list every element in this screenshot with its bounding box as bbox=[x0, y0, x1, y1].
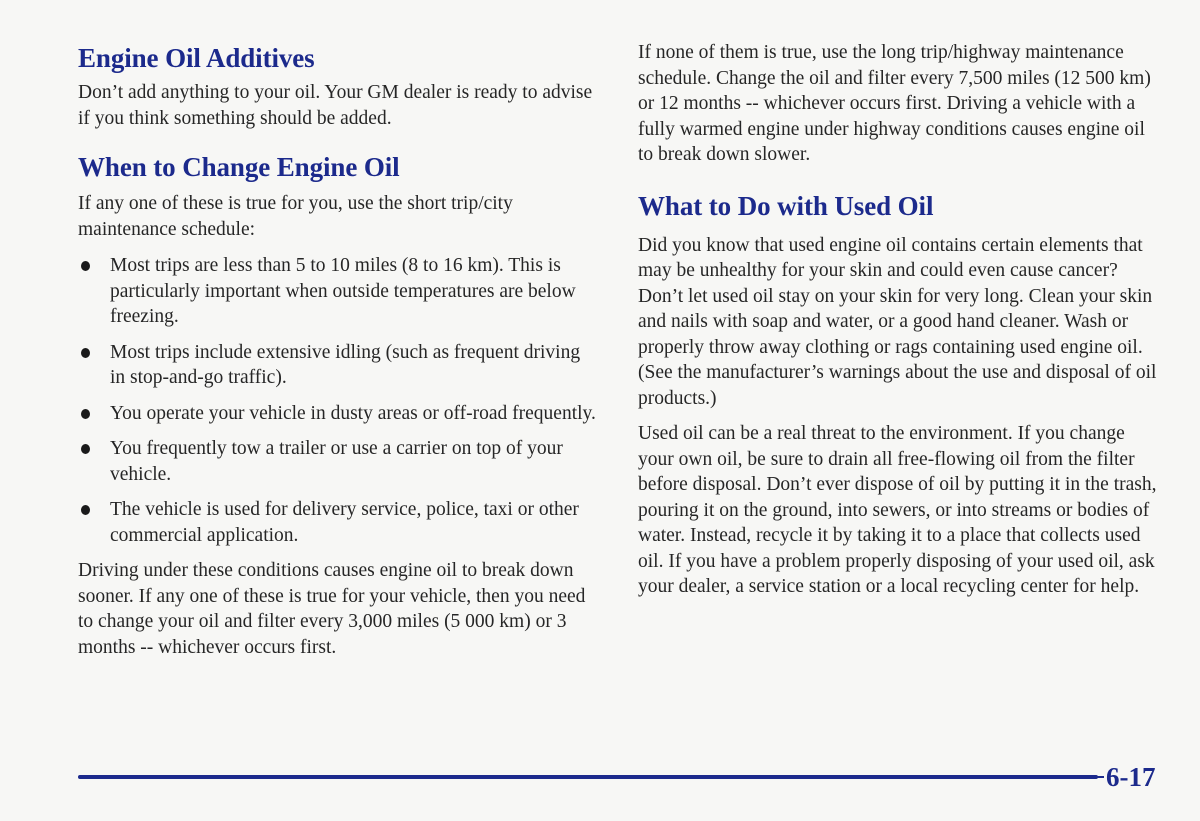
list-item-text: You frequently tow a trailer or use a carrier on top of your vehicle. bbox=[110, 438, 563, 485]
short-trip-conclusion-text: Driving under these conditions causes engine oil to break down sooner. If any one of these is true for your vehicle, then you need to change your oil and filter every 3,000 miles (5 000 km) or 3 months -- whichever occurs first. bbox=[78, 560, 586, 658]
footer-divider bbox=[78, 775, 1098, 779]
bullet-icon bbox=[81, 261, 90, 271]
page-number: 6-17 bbox=[1106, 762, 1156, 792]
bullet-icon bbox=[81, 409, 90, 419]
list-item bbox=[78, 340, 598, 391]
section-heading-when-to-change-oil: When to Change Engine Oil bbox=[78, 152, 400, 182]
when-to-change-intro: If any one of these is true for you, use the short trip/city maintenance schedule: bbox=[78, 193, 513, 240]
bullet-icon bbox=[81, 505, 90, 515]
list-item bbox=[78, 401, 598, 427]
list-item-text: The vehicle is used for delivery service, police, taxi or other commercial application. bbox=[110, 499, 579, 546]
engine-oil-additives-text: Don’t add anything to your oil. Your GM dealer is ready to advise if you think something should be added. bbox=[78, 82, 593, 129]
list-item-text: Most trips are less than 5 to 10 miles (8 to 16 km). This is particularly important when outside temperatures are below freezing. bbox=[110, 255, 576, 327]
bullet-icon bbox=[81, 348, 90, 358]
list-item bbox=[78, 497, 598, 548]
right-column bbox=[638, 40, 1163, 600]
long-trip-highway-text: If none of them is true, use the long trip/highway maintenance schedule. Change the oil and filter every 7,500 miles (12 500 km) or 12 months -- whichever occurs first. Driving a vehicle with a fully warmed engine under highway conditions causes engine oil to break down slower. bbox=[638, 42, 1151, 165]
left-column bbox=[78, 40, 598, 660]
list-item bbox=[78, 436, 598, 487]
list-item-text: You operate your vehicle in dusty areas or off-road frequently. bbox=[110, 402, 596, 424]
bullet-icon bbox=[81, 444, 90, 454]
section-heading-engine-oil-additives: Engine Oil Additives bbox=[78, 43, 315, 73]
used-oil-environment-text: Used oil can be a real threat to the environment. If you change your own oil, be sure to drain all free-flowing oil from the filter before disposal. Don’t ever dispose of oil by putting it in the trash, pouring it on the ground, into sewers, or into streams or bodies of water. Instead, recycle it by taking it to a place that collects used oil. If you have a problem properly disposing of your used oil, ask your dealer, a service station or a local recycling center for help. bbox=[638, 423, 1157, 597]
list-item-text: Most trips include extensive idling (such as frequent driving in stop-and-go traffic). bbox=[110, 341, 581, 388]
used-oil-health-text: Did you know that used engine oil contains certain elements that may be unhealthy for your skin and could even cause cancer? Don’t let used oil stay on your skin for very long. Clean your skin and nails with soap and water, or a good hand cleaner. Wash or properly throw away clothing or rags containing used engine oil. (See the manufacturer’s warnings about the use and disposal of oil products.) bbox=[638, 234, 1157, 409]
conditions-list bbox=[78, 253, 598, 548]
section-heading-used-oil: What to Do with Used Oil bbox=[638, 190, 934, 221]
list-item bbox=[78, 253, 598, 330]
